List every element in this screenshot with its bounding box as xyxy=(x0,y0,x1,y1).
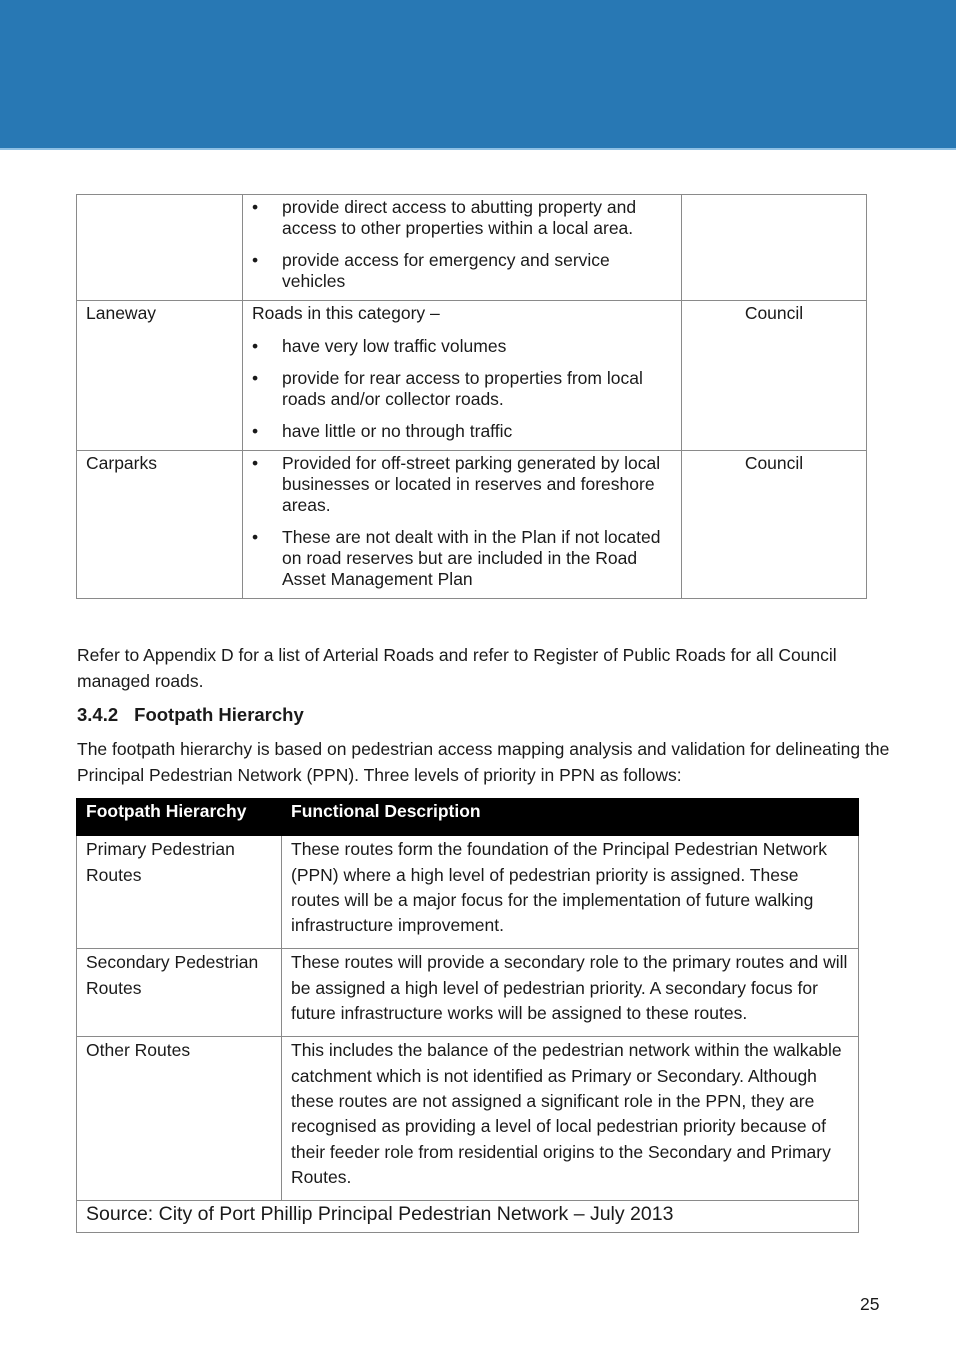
list-item-text: These are not dealt with in the Plan if not located on road reserves but are included in the Road Asset Management Plan xyxy=(282,527,661,589)
list-item xyxy=(252,336,672,357)
road-responsibility-cell: Council xyxy=(682,451,867,599)
table-source-row xyxy=(77,1201,859,1233)
description-cell: These routes form the foundation of the Principal Pedestrian Network (PPN) where a high level of pedestrian priority is assigned. These routes will be a major focus for the implementation of future walking infrastructure improvement. xyxy=(282,836,859,949)
road-category-cell xyxy=(77,195,243,301)
footpath-hierarchy-table xyxy=(76,798,859,1233)
list-item-text: provide for rear access to properties from local roads and/or collector roads. xyxy=(282,368,643,409)
road-description-cell xyxy=(243,451,682,599)
list-item-text: Provided for off-street parking generated by local businesses or located in reserves and foreshore areas. xyxy=(282,453,661,515)
road-responsibility-cell xyxy=(682,195,867,301)
list-item xyxy=(252,421,672,442)
bullet-icon: • xyxy=(252,421,259,441)
section-heading xyxy=(77,704,304,726)
table-row xyxy=(77,301,867,451)
list-item-text: have little or no through traffic xyxy=(282,421,513,441)
description-cell: This includes the balance of the pedestrian network within the walkable catchment which is not identified as Primary or Secondary. Although these routes are not assigned a significant role in the PPN, they are recognised as providing a level of local pedestrian priority because of their feeder role from residential origins to the Secondary and Primary Routes. xyxy=(282,1037,859,1201)
list-item-text: have very low traffic volumes xyxy=(282,336,507,356)
table-row xyxy=(77,1037,859,1201)
table-row xyxy=(77,451,867,599)
appendix-note: Refer to Appendix D for a list of Arterial Roads and refer to Register of Public Roads for all Council managed roads. xyxy=(77,645,837,691)
section-title: Footpath Hierarchy xyxy=(134,704,304,725)
road-category-cell: Carparks xyxy=(77,451,243,599)
bullet-icon: • xyxy=(252,197,259,217)
hierarchy-cell: Other Routes xyxy=(77,1037,282,1201)
list-item xyxy=(252,453,672,516)
bullet-list xyxy=(252,197,672,292)
table-row xyxy=(77,949,859,1037)
list-item xyxy=(252,197,672,239)
column-header-description: Functional Description xyxy=(282,799,859,836)
table-row xyxy=(77,836,859,949)
description-cell: These routes will provide a secondary role to the primary routes and will be assigned a high level of pedestrian priority. A secondary focus for future infrastructure works will be assigned to these routes. xyxy=(282,949,859,1037)
bullet-icon: • xyxy=(252,527,259,547)
bullet-list xyxy=(252,336,672,442)
section-number: 3.4.2 xyxy=(77,704,119,725)
road-description-cell xyxy=(243,301,682,451)
hierarchy-cell: Secondary Pedestrian Routes xyxy=(77,949,282,1037)
description-intro: Roads in this category – xyxy=(252,303,440,323)
section-intro: The footpath hierarchy is based on pedestrian access mapping analysis and validation for delineating the Principal Pedestrian Network (PPN). Three levels of priority in PPN as follows: xyxy=(77,739,890,785)
list-item xyxy=(252,250,672,292)
road-hierarchy-table xyxy=(76,194,867,599)
table-source: Source: City of Port Phillip Principal Pedestrian Network – July 2013 xyxy=(77,1201,859,1233)
list-item-text: provide direct access to abutting property and access to other properties within a local area. xyxy=(282,197,637,238)
list-item xyxy=(252,527,672,590)
bullet-icon: • xyxy=(252,250,259,270)
column-header-hierarchy: Footpath Hierarchy xyxy=(77,799,282,836)
page-number: 25 xyxy=(860,1294,880,1314)
list-item-text: provide access for emergency and service vehicles xyxy=(282,250,610,291)
table-row xyxy=(77,195,867,301)
road-responsibility-cell: Council xyxy=(682,301,867,451)
bullet-list xyxy=(252,453,672,590)
hierarchy-cell: Primary Pedestrian Routes xyxy=(77,836,282,949)
header-banner xyxy=(0,0,956,150)
bullet-icon: • xyxy=(252,368,259,388)
bullet-icon: • xyxy=(252,453,259,473)
list-item xyxy=(252,368,672,410)
road-description-cell xyxy=(243,195,682,301)
road-category-cell: Laneway xyxy=(77,301,243,451)
bullet-icon: • xyxy=(252,336,259,356)
table-header-row xyxy=(77,799,859,836)
